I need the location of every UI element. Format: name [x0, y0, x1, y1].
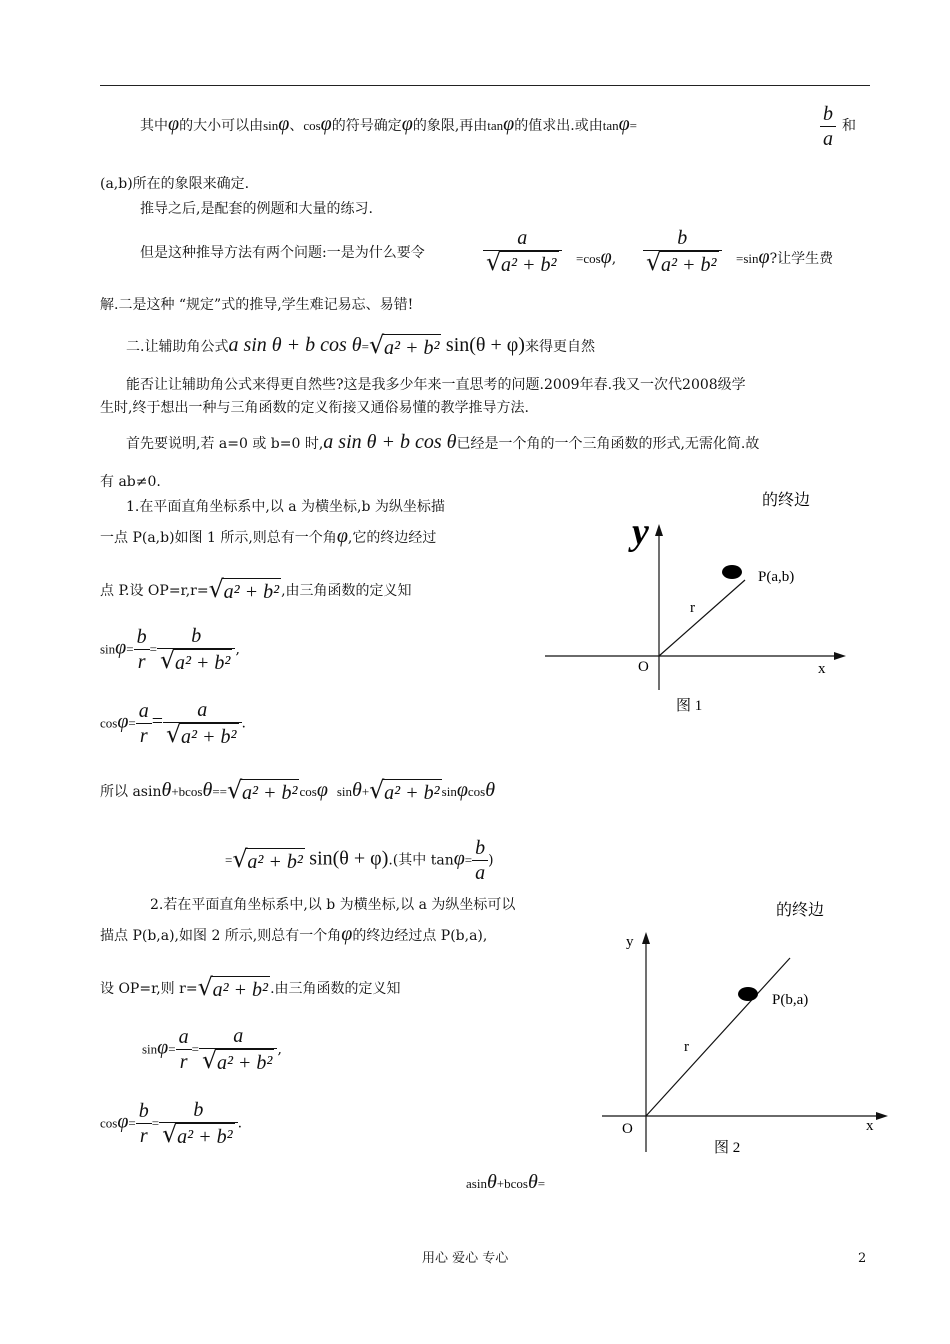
sum2-formula: asinθ+bcosθ=: [466, 1171, 546, 1193]
para4-line1: 能否让让辅助角公式来得更自然些?这是我多少年来一直思考的问题.2009年春.我又一次代2008级学: [126, 377, 746, 393]
fig1-point-p: [722, 565, 742, 579]
para5-line1: 首先要说明,若 a=0 或 b=0 时,a sin θ + b cos θ已经是一个角的一个三角函数的形式,无需化简.故: [126, 431, 760, 453]
fig2-caption: 图 2: [714, 1140, 741, 1156]
fig1-origin-label: O: [638, 659, 649, 675]
item2-line1: 2.若在平面直角坐标系中,以 b 为横坐标,以 a 为纵坐标可以: [150, 897, 516, 913]
fig2-y-arrow: [642, 932, 650, 944]
para4-line2: 生时,终于想出一种与三角函数的定义衔接又通俗易懂的教学推导方法.: [100, 400, 529, 416]
para3-eq-cos: =cosφ,: [576, 246, 617, 268]
para3-fraction-b: b √ a² + b²: [643, 226, 722, 277]
fig1-terminal-side: [659, 580, 745, 656]
fig1-r-label: r: [690, 600, 695, 616]
fig2-origin-label: O: [622, 1121, 633, 1137]
item1-line3: 点 P.设 OP=r,r= √ a² + b² ,由三角函数的定义知: [100, 575, 412, 603]
item1-line1: 1.在平面直角坐标系中,以 a 为横坐标,b 为纵坐标描: [126, 499, 445, 515]
page-number: 2: [858, 1251, 867, 1266]
item2-line3: 设 OP=r,则 r= √ a² + b² .由三角函数的定义知: [100, 973, 401, 1001]
para3-eq-sin: =sinφ?让学生费: [736, 246, 834, 268]
para5-line2: 有 ab≠0.: [100, 474, 161, 490]
fig1-caption-top: 的终边: [762, 492, 811, 509]
fig2-point-label: P(b,a): [772, 992, 809, 1008]
sum1-formula: 所以 asinθ+bcosθ== √ a² + b² cosφ sinθ+ √ a² + b² sinφcosθ: [100, 776, 496, 804]
para1-line2: (a,b)所在的象限来确定.: [100, 176, 250, 192]
fig1-point-label: P(a,b): [758, 569, 795, 585]
para2: 推导之后,是配套的例题和大量的练习.: [140, 201, 373, 217]
section-heading-2: 二.让辅助角公式a sin θ + b cos θ= √ a² + b² sin(θ + φ)来得更自然: [126, 331, 595, 359]
item2-sin-formula: sinφ= $\frac{a}{r}$ = a √ a² + b² ,: [142, 1025, 282, 1075]
para3-text1: 但是这种推导方法有两个问题:一是为什么要令: [140, 245, 425, 261]
fig1-y-arrow: [655, 524, 663, 536]
item2-cos-formula: cosφ= $\frac{b}{r}$ = b √ a² + b² .: [100, 1099, 243, 1149]
para1-line1: 其中φ的大小可以由sinφ、cosφ的符号确定φ的象限,再由tanφ的值求出.或由tanφ=: [140, 113, 638, 135]
para1-and: 和: [842, 118, 856, 134]
item1-line2: 一点 P(a,b)如图 1 所示,则总有一个角φ,它的终边经过: [100, 525, 437, 547]
figure-1: [540, 480, 860, 720]
result1-formula: = √ a² + b² sin(θ + φ).(其中 tanφ= $\frac{b}{a}$ ): [225, 837, 494, 884]
fig1-caption: 图 1: [676, 698, 703, 714]
para3-line2: 解.二是这种 “规定”式的推导,学生难记易忘、易错!: [100, 297, 414, 313]
fig2-point-p: [738, 987, 758, 1001]
fig1-x-label: x: [818, 661, 826, 677]
fig1-x-arrow: [834, 652, 846, 660]
fig2-r-label: r: [684, 1039, 689, 1055]
header-rule: [100, 85, 870, 86]
footer-center: 用心 爱心 专心: [422, 1251, 509, 1266]
para3-fraction-a: a √ a² + b²: [483, 226, 562, 277]
item2-line2: 描点 P(b,a),如图 2 所示,则总有一个角φ的终边经过点 P(b,a),: [100, 923, 488, 945]
fig2-x-arrow: [876, 1112, 888, 1120]
para1-fraction-b-a: $\frac{b}{a}$: [820, 102, 836, 151]
fig1-y-label: y: [632, 511, 649, 553]
fig2-terminal-side: [646, 958, 790, 1116]
fig2-caption-top: 的终边: [776, 902, 825, 919]
item1-cos-formula: cosφ= $\frac{a}{r}$ = a √ a² + b² .: [100, 699, 246, 749]
figure-2: [600, 890, 900, 1180]
fig2-x-label: x: [866, 1118, 874, 1134]
fig2-y-label: y: [626, 934, 634, 950]
item1-sin-formula: sinφ= $\frac{b}{r}$ = b √ a² + b² ,: [100, 625, 240, 675]
